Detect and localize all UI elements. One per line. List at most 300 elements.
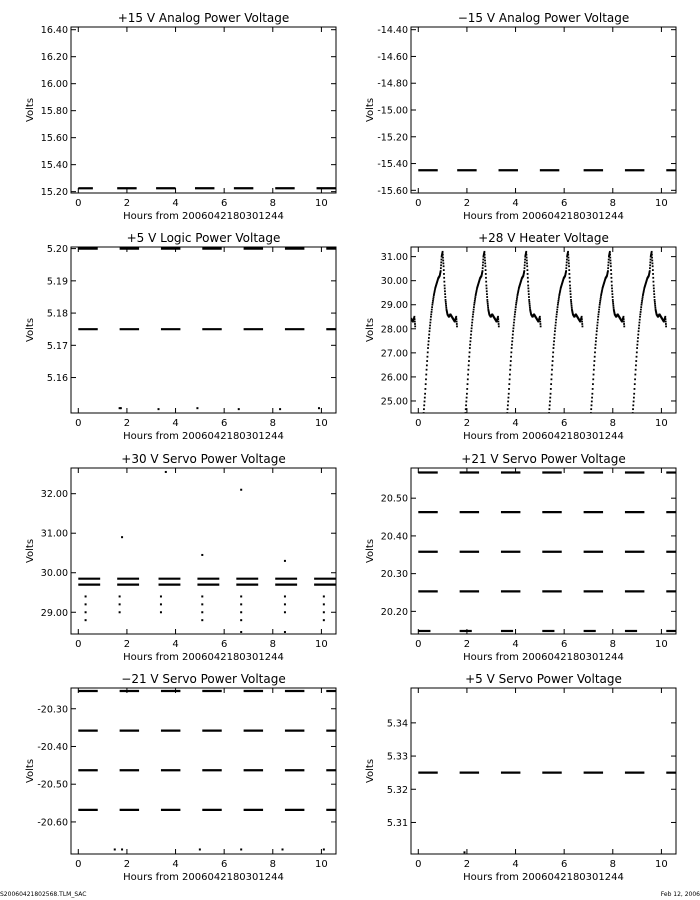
data-point — [440, 264, 442, 266]
data-point — [240, 603, 242, 605]
data-point — [414, 325, 416, 327]
data-point — [590, 408, 592, 410]
data-point — [427, 344, 429, 346]
data-point — [498, 323, 500, 325]
data-point — [467, 378, 469, 380]
data-point — [487, 305, 489, 307]
data-point — [472, 319, 474, 321]
data-point — [440, 267, 442, 269]
data-point — [279, 408, 281, 410]
x-tick-label: 0 — [75, 859, 82, 870]
data-point — [506, 412, 508, 414]
data-point — [465, 404, 467, 406]
data-point — [595, 344, 597, 346]
x-tick-label: 6 — [560, 198, 568, 209]
data-point — [639, 316, 641, 318]
data-point — [637, 337, 639, 339]
x-tick-label: 10 — [655, 198, 668, 209]
data-point — [540, 323, 542, 325]
data-point — [85, 603, 87, 605]
y-tick-label: 15.40 — [40, 160, 68, 172]
data-point — [665, 325, 667, 327]
data-point — [444, 296, 446, 298]
data-point — [463, 851, 465, 853]
data-point — [570, 293, 572, 295]
plot-frame — [411, 688, 676, 854]
y-tick-label: 15.80 — [40, 106, 68, 118]
data-point — [498, 325, 500, 327]
data-point — [472, 313, 474, 315]
data-layer — [410, 251, 667, 414]
data-point — [444, 293, 446, 295]
data-point — [523, 270, 525, 272]
y-axis-label: Volts — [365, 97, 376, 123]
data-point — [571, 305, 573, 307]
data-point — [160, 595, 162, 597]
data-point — [611, 287, 613, 289]
data-point — [590, 412, 592, 414]
y-tick-label: 16.00 — [40, 79, 68, 91]
data-point — [581, 316, 583, 318]
data-point — [510, 356, 512, 358]
data-point — [511, 344, 513, 346]
data-point — [594, 360, 596, 362]
data-point — [553, 344, 555, 346]
x-tick-label: 0 — [415, 859, 422, 870]
data-point — [581, 323, 583, 325]
data-point — [509, 369, 511, 371]
data-point — [430, 316, 432, 318]
data-point — [484, 262, 486, 264]
data-point — [549, 404, 551, 406]
data-point — [665, 318, 667, 320]
data-point — [512, 337, 514, 339]
data-point — [654, 307, 656, 309]
data-point — [470, 340, 472, 342]
data-point — [600, 298, 602, 300]
data-point — [432, 298, 434, 300]
data-point — [515, 309, 517, 311]
data-point — [635, 369, 637, 371]
data-point — [318, 407, 320, 409]
y-tick-label: 20.50 — [380, 493, 408, 505]
data-point — [471, 322, 473, 324]
data-point — [121, 536, 123, 538]
y-tick-label: 5.20 — [46, 244, 68, 256]
data-point — [639, 319, 641, 321]
data-point — [473, 306, 475, 308]
x-axis-label: Hours from 20060421803012​44 — [463, 872, 624, 883]
data-point — [641, 302, 643, 304]
data-point — [635, 360, 637, 362]
data-point — [513, 319, 515, 321]
y-tick-label: 5.32 — [386, 784, 408, 796]
data-point — [513, 325, 515, 327]
data-point — [636, 344, 638, 346]
data-point — [654, 301, 656, 303]
data-point — [507, 401, 509, 403]
data-point — [442, 262, 444, 264]
data-layer — [418, 773, 676, 854]
y-tick-label: 27.00 — [380, 348, 408, 360]
data-point — [240, 611, 242, 613]
data-point — [557, 302, 559, 304]
data-point — [599, 302, 601, 304]
data-point — [429, 322, 431, 324]
data-point — [594, 351, 596, 353]
data-point — [424, 393, 426, 395]
data-point — [609, 251, 611, 253]
data-point — [514, 313, 516, 315]
data-point — [201, 554, 203, 556]
data-point — [592, 383, 594, 385]
y-tick-label: -15.20 — [377, 132, 408, 144]
data-point — [165, 471, 167, 473]
x-tick-label: 8 — [269, 418, 276, 429]
data-point — [529, 305, 531, 307]
data-point — [551, 378, 553, 380]
data-point — [323, 619, 325, 621]
x-tick-label: 10 — [315, 859, 328, 870]
data-point — [599, 304, 601, 306]
data-point — [516, 300, 518, 302]
data-point — [549, 397, 551, 399]
data-point — [653, 290, 655, 292]
data-point — [611, 285, 613, 287]
data-point — [121, 848, 123, 850]
x-tick-label: 6 — [220, 639, 228, 650]
y-tick-label: 5.17 — [46, 340, 68, 352]
data-point — [639, 313, 641, 315]
data-layer — [78, 471, 336, 633]
data-point — [486, 290, 488, 292]
data-point — [528, 290, 530, 292]
data-point — [595, 340, 597, 342]
data-point — [484, 254, 486, 256]
data-point — [456, 323, 458, 325]
y-axis-label: Volts — [365, 317, 376, 343]
data-point — [637, 334, 639, 336]
x-axis-label: Hours from 20060421803012​44 — [123, 431, 284, 442]
data-point — [591, 404, 593, 406]
data-point — [524, 261, 526, 263]
chart-title: −21 V Servo Power Voltage — [121, 672, 286, 686]
data-point — [485, 273, 487, 275]
data-point — [442, 260, 444, 262]
data-point — [414, 316, 416, 318]
data-point — [610, 262, 612, 264]
data-point — [238, 408, 240, 410]
data-point — [591, 397, 593, 399]
data-point — [466, 393, 468, 395]
data-point — [514, 311, 516, 313]
data-point — [474, 296, 476, 298]
x-tick-label: 10 — [315, 418, 328, 429]
data-point — [634, 388, 636, 390]
x-tick-label: 6 — [220, 198, 228, 209]
x-axis-label: Hours from 20060421803012​44 — [123, 211, 284, 222]
data-point — [612, 305, 614, 307]
data-point — [527, 287, 529, 289]
data-point — [607, 267, 609, 269]
data-point — [484, 265, 486, 267]
data-point — [527, 273, 529, 275]
data-point — [592, 378, 594, 380]
data-point — [654, 296, 656, 298]
data-point — [556, 311, 558, 313]
data-point — [440, 270, 442, 272]
data-point — [633, 401, 635, 403]
data-point — [445, 305, 447, 307]
x-tick-label: 10 — [655, 639, 668, 650]
plot-frame — [411, 27, 676, 193]
data-point — [599, 300, 601, 302]
data-point — [119, 603, 121, 605]
data-point — [623, 323, 625, 325]
data-point — [594, 356, 596, 358]
data-point — [482, 259, 484, 261]
data-point — [427, 351, 429, 353]
data-point — [487, 303, 489, 305]
data-point — [425, 374, 427, 376]
data-point — [640, 309, 642, 311]
chart-panel-6 — [365, 452, 676, 663]
data-point — [284, 611, 286, 613]
y-tick-label: 28.00 — [380, 324, 408, 336]
data-point — [465, 412, 467, 414]
data-point — [423, 412, 425, 414]
data-point — [440, 261, 442, 263]
data-point — [85, 595, 87, 597]
data-point — [524, 267, 526, 269]
data-point — [550, 393, 552, 395]
data-point — [649, 264, 651, 266]
data-point — [513, 327, 515, 329]
data-point — [455, 316, 457, 318]
y-tick-label: 16.20 — [40, 52, 68, 64]
x-tick-label: 8 — [609, 639, 616, 650]
data-point — [529, 303, 531, 305]
y-tick-label: -14.40 — [377, 25, 408, 37]
data-point — [240, 631, 242, 633]
data-point — [511, 340, 513, 342]
data-point — [486, 296, 488, 298]
y-axis-label: Volts — [25, 317, 36, 343]
data-point — [612, 301, 614, 303]
chart-title: +5 V Logic Power Voltage — [126, 231, 281, 245]
data-point — [527, 285, 529, 287]
data-point — [497, 318, 499, 320]
data-point — [593, 364, 595, 366]
data-point — [423, 404, 425, 406]
data-point — [608, 261, 610, 263]
data-point — [550, 383, 552, 385]
data-point — [608, 259, 610, 261]
x-tick-label: 0 — [415, 198, 422, 209]
y-tick-label: -15.40 — [377, 159, 408, 171]
data-point — [513, 322, 515, 324]
data-point — [640, 311, 642, 313]
data-point — [551, 369, 553, 371]
data-point — [597, 316, 599, 318]
y-tick-label: 16.40 — [40, 25, 68, 37]
data-point — [467, 369, 469, 371]
data-point — [649, 270, 651, 272]
data-point — [610, 260, 612, 262]
data-point — [510, 351, 512, 353]
data-point — [468, 356, 470, 358]
data-point — [414, 318, 416, 320]
data-point — [553, 347, 555, 349]
data-point — [611, 290, 613, 292]
data-point — [553, 340, 555, 342]
data-point — [282, 848, 284, 850]
data-point — [515, 304, 517, 306]
y-tick-label: 5.16 — [46, 373, 68, 385]
data-layer — [78, 691, 336, 850]
y-tick-label: 20.30 — [380, 569, 408, 581]
x-tick-label: 6 — [560, 418, 568, 429]
x-tick-label: 4 — [512, 639, 519, 650]
data-point — [641, 304, 643, 306]
data-point — [485, 285, 487, 287]
x-axis-label: Hours from 20060421803012​44 — [123, 872, 284, 883]
data-point — [640, 306, 642, 308]
y-tick-label: 29.00 — [380, 300, 408, 312]
x-tick-label: 6 — [560, 859, 568, 870]
data-point — [565, 270, 567, 272]
data-point — [456, 321, 458, 323]
y-tick-label: -20.30 — [37, 704, 68, 716]
data-point — [528, 301, 530, 303]
data-point — [526, 262, 528, 264]
data-point — [514, 316, 516, 318]
data-point — [569, 281, 571, 283]
data-point — [508, 397, 510, 399]
x-tick-label: 10 — [655, 418, 668, 429]
x-tick-label: 6 — [220, 418, 228, 429]
data-point — [467, 374, 469, 376]
x-tick-label: 2 — [463, 198, 471, 209]
data-point — [600, 296, 602, 298]
chart-panel-8 — [365, 672, 676, 883]
data-point — [612, 296, 614, 298]
y-tick-label: 5.19 — [46, 276, 68, 288]
data-point — [516, 298, 518, 300]
y-tick-label: 5.18 — [46, 308, 68, 320]
data-point — [430, 313, 432, 315]
x-tick-label: 2 — [463, 859, 471, 870]
data-point — [555, 325, 557, 327]
chart-panel-5 — [25, 452, 336, 663]
data-point — [664, 316, 666, 318]
data-point — [486, 299, 488, 301]
data-point — [632, 412, 634, 414]
x-tick-label: 2 — [123, 859, 131, 870]
y-tick-label: 15.20 — [40, 187, 68, 199]
data-point — [465, 401, 467, 403]
data-point — [484, 257, 486, 259]
data-point — [653, 287, 655, 289]
data-point — [201, 619, 203, 621]
y-tick-label: 15.60 — [40, 133, 68, 145]
x-tick-label: 6 — [560, 639, 568, 650]
data-point — [650, 259, 652, 261]
plot-frame — [71, 468, 336, 634]
chart-panel-3 — [25, 231, 336, 442]
data-point — [653, 285, 655, 287]
data-point — [581, 321, 583, 323]
data-point — [555, 322, 557, 324]
data-point — [638, 325, 640, 327]
data-point — [609, 257, 611, 259]
data-point — [442, 257, 444, 259]
data-point — [471, 327, 473, 329]
x-tick-label: 2 — [123, 198, 131, 209]
data-point — [515, 302, 517, 304]
data-point — [571, 307, 573, 309]
x-tick-label: 0 — [415, 639, 422, 650]
data-point — [612, 293, 614, 295]
data-point — [592, 388, 594, 390]
data-point — [651, 251, 653, 253]
data-point — [654, 299, 656, 301]
data-point — [550, 388, 552, 390]
data-point — [284, 631, 286, 633]
data-point — [634, 378, 636, 380]
data-point — [425, 378, 427, 380]
data-point — [554, 330, 556, 332]
x-tick-label: 4 — [172, 859, 179, 870]
data-point — [552, 351, 554, 353]
x-tick-label: 4 — [172, 639, 179, 650]
data-point — [529, 307, 531, 309]
data-point — [623, 316, 625, 318]
data-point — [569, 290, 571, 292]
data-point — [649, 267, 651, 269]
data-point — [556, 313, 558, 315]
data-point — [474, 300, 476, 302]
x-tick-label: 2 — [463, 639, 471, 650]
data-point — [566, 261, 568, 263]
data-point — [473, 304, 475, 306]
y-tick-label: -14.80 — [377, 78, 408, 90]
x-tick-label: 0 — [75, 418, 82, 429]
y-tick-label: -14.60 — [377, 51, 408, 63]
data-point — [284, 560, 286, 562]
data-point — [240, 489, 242, 491]
data-point — [428, 337, 430, 339]
x-tick-label: 0 — [75, 198, 82, 209]
data-point — [426, 364, 428, 366]
data-point — [596, 327, 598, 329]
data-point — [509, 374, 511, 376]
data-point — [553, 337, 555, 339]
data-point — [429, 325, 431, 327]
data-point — [431, 304, 433, 306]
data-point — [431, 311, 433, 313]
x-tick-label: 8 — [269, 639, 276, 650]
data-point — [433, 296, 435, 298]
data-point — [558, 300, 560, 302]
y-tick-label: 26.00 — [380, 372, 408, 384]
data-point — [540, 325, 542, 327]
data-point — [612, 303, 614, 305]
data-point — [636, 356, 638, 358]
data-point — [414, 323, 416, 325]
y-tick-label: -20.60 — [37, 817, 68, 829]
data-point — [485, 269, 487, 271]
